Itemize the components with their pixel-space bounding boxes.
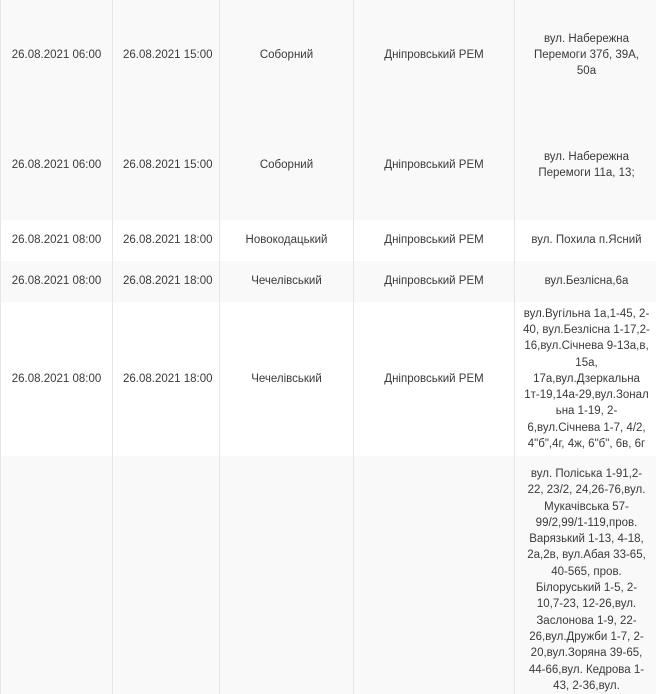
address-cell: вул.Безлісна,6а (515, 261, 656, 302)
rem-cell: Дніпровський РЕМ (354, 110, 515, 220)
table-row (1, 220, 656, 261)
district-cell: Соборний (220, 110, 354, 220)
address-cell: вул. Набережна Перемоги 11а, 13; (515, 110, 656, 220)
district-cell (220, 456, 354, 694)
address-cell: вул. Похила п.Ясний (515, 220, 656, 261)
table-row (1, 110, 656, 220)
table-row (1, 456, 656, 694)
table-row (1, 302, 656, 456)
start-time-cell: 26.08.2021 08:00 (1, 261, 113, 302)
end-time-cell: 26.08.2021 18:00 (113, 220, 220, 261)
rem-cell: Дніпровський РЕМ (354, 0, 515, 110)
start-time-cell: 26.08.2021 06:00 (1, 0, 113, 110)
end-time-cell: 26.08.2021 18:00 (113, 261, 220, 302)
end-time-cell: 26.08.2021 15:00 (113, 0, 220, 110)
rem-cell (354, 456, 515, 694)
district-cell: Чечелівський (220, 261, 354, 302)
rem-cell: Дніпровський РЕМ (354, 220, 515, 261)
table-row (1, 0, 656, 110)
address-cell: вул. Набережна Перемоги 37б, 39А, 50а (515, 0, 656, 110)
end-time-cell (113, 456, 220, 694)
start-time-cell: 26.08.2021 06:00 (1, 110, 113, 220)
rem-cell: Дніпровський РЕМ (354, 302, 515, 456)
end-time-cell: 26.08.2021 18:00 (113, 302, 220, 456)
start-time-cell: 26.08.2021 08:00 (1, 302, 113, 456)
address-cell: вул. Поліська 1-91,2-22, 23/2, 24,26-76,вул. Мукачівська 57-99/2,99/1-119,пров. Варязький 1-13, 4-18, 2а,2в, вул.Абая 33-65, 40-565, пров. Білоруський 1-5, 2-10,7-23, 12-26,вул. Заслонова 1-9, 22-26,вул.Дружби 1-7, 2-20,вул.Зоряна 39-65, 44-66,вул. Кедрова 1-43, 2-36,вул. (515, 456, 656, 694)
district-cell: Чечелівський (220, 302, 354, 456)
end-time-cell: 26.08.2021 15:00 (113, 110, 220, 220)
district-cell: Новокодацький (220, 220, 354, 261)
address-cell: вул.Вугільна 1а,1-45, 2-40, вул.Безлісна 1-17,2-16,вул.Січнева 9-13а,в, 15а, 17а,вул.Дзеркальна 1т-19,14а-29,вул.Зональна 1-19, 2-6,вул.Січнева 1-7, 4/2, 4"б",4г, 4ж, 6"б", 6в, 6г (515, 302, 656, 456)
start-time-cell (1, 456, 113, 694)
start-time-cell: 26.08.2021 08:00 (1, 220, 113, 261)
table-row (1, 261, 656, 302)
rem-cell: Дніпровський РЕМ (354, 261, 515, 302)
district-cell: Соборний (220, 0, 354, 110)
